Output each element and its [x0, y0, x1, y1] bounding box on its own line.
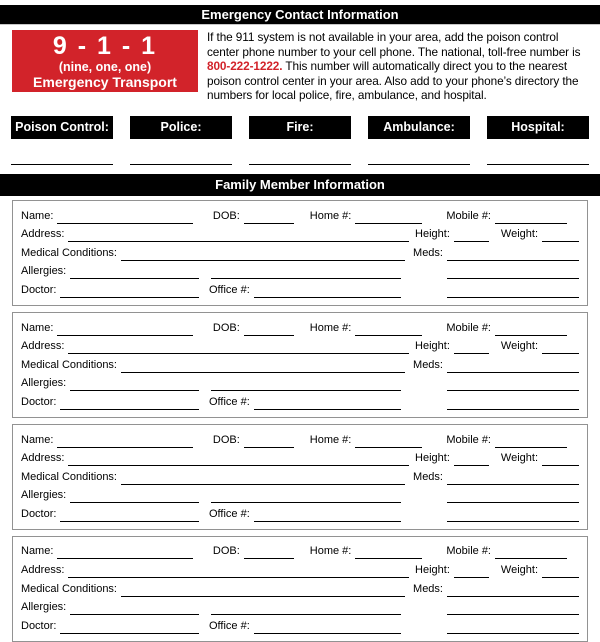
mobile-phone-label: Mobile #:	[446, 321, 491, 334]
weight-field	[501, 339, 579, 354]
home-phone-field	[310, 433, 423, 448]
meds-blank-line	[447, 585, 579, 597]
doctor-field	[21, 619, 199, 634]
office-phone-label: Office #:	[209, 395, 250, 408]
name-label: Name:	[21, 321, 54, 334]
height-field	[415, 339, 489, 354]
address-blank-line	[68, 230, 409, 242]
name-blank-line	[57, 436, 192, 448]
home-phone-field	[310, 209, 423, 224]
intro-text-after: This number will automatically direct you to the nearest poison control center in your area. Also add to your phone’s directory the numbers for local police, fire, ambulance, and hospital.	[207, 59, 579, 103]
address-label: Address:	[21, 564, 65, 577]
home-phone-label: Home #:	[309, 433, 352, 446]
meds-blank-line	[447, 361, 579, 373]
address-blank-line	[68, 454, 409, 466]
medical-conditions-blank-line	[121, 361, 405, 373]
form-row-doctor	[21, 615, 579, 634]
contact-col-police	[130, 116, 232, 165]
office-phone-field	[209, 507, 401, 522]
meds-field	[413, 358, 579, 373]
office-phone-blank-line	[254, 510, 401, 522]
mobile-phone-blank-line	[495, 547, 567, 559]
dob-label: DOB:	[212, 433, 240, 446]
name-field	[21, 433, 193, 448]
meds-continued-blank-line	[447, 267, 579, 279]
height-blank-line	[454, 454, 489, 466]
911-badge	[12, 30, 198, 106]
form-row-address	[21, 224, 579, 243]
form-row-allergies	[21, 485, 579, 504]
ambulance-blank-line	[368, 164, 470, 165]
name-field	[21, 544, 193, 559]
family-member-header-bar	[0, 174, 600, 196]
contact-col-hospital	[487, 116, 589, 165]
home-phone-label: Home #:	[309, 321, 352, 334]
height-blank-line	[454, 342, 489, 354]
allergies-label: Allergies:	[21, 377, 67, 390]
meds-field	[413, 582, 579, 597]
weight-blank-line	[542, 342, 579, 354]
address-field	[21, 451, 409, 466]
family-member-block	[12, 424, 588, 530]
allergies-blank-line	[70, 603, 199, 615]
fire-blank-line	[249, 164, 351, 165]
allergies-continued-blank-line	[211, 491, 401, 503]
form-row-name	[21, 205, 579, 224]
weight-field	[501, 451, 579, 466]
allergies-label: Allergies:	[21, 265, 67, 278]
hospital-blank-line	[487, 164, 589, 165]
home-phone-label: Home #:	[309, 209, 352, 222]
dob-field	[213, 433, 294, 448]
name-label: Name:	[21, 433, 54, 446]
intro-text-before: If the 911 system is not available in your area, add the poison control center phone number to your cell phone. The national, toll-free number is	[207, 30, 581, 59]
mobile-phone-field	[446, 209, 567, 224]
contact-col-fire	[249, 116, 351, 165]
weight-field	[501, 563, 579, 578]
meds-continued-blank-line-2	[447, 622, 579, 634]
address-blank-line	[68, 566, 409, 578]
form-row-allergies	[21, 261, 579, 280]
medical-conditions-field	[21, 470, 405, 485]
form-row-allergies	[21, 597, 579, 616]
mobile-phone-label: Mobile #:	[446, 545, 491, 558]
office-phone-label: Office #:	[209, 619, 250, 632]
meds-continued-blank-line-2	[447, 398, 579, 410]
name-label: Name:	[21, 209, 54, 222]
ambulance-label: Ambulance:	[368, 116, 470, 139]
form-row-name	[21, 317, 579, 336]
home-phone-label: Home #:	[309, 545, 352, 558]
fire-label: Fire:	[249, 116, 351, 139]
meds-blank-line	[447, 473, 579, 485]
form-row-name	[21, 541, 579, 560]
form-row-doctor	[21, 279, 579, 298]
mobile-phone-field	[446, 544, 567, 559]
family-member-block	[12, 536, 588, 642]
doctor-blank-line	[60, 286, 199, 298]
meds-continued-blank-line-2	[447, 286, 579, 298]
meds-field	[413, 246, 579, 261]
form-row-doctor	[21, 391, 579, 410]
office-phone-field	[209, 395, 401, 410]
form-row-medical	[21, 354, 579, 373]
weight-label: Weight:	[500, 340, 538, 353]
medical-conditions-blank-line	[121, 249, 405, 261]
allergies-field	[21, 264, 199, 279]
height-label: Height:	[415, 340, 450, 353]
home-phone-blank-line	[355, 212, 422, 224]
medical-conditions-blank-line	[121, 585, 405, 597]
meds-label: Meds:	[413, 582, 443, 595]
page-title: Emergency Contact Information	[201, 7, 399, 22]
medical-conditions-field	[21, 358, 405, 373]
name-label: Name:	[21, 545, 54, 558]
allergies-continued-blank-line	[211, 267, 401, 279]
weight-label: Weight:	[500, 452, 538, 465]
form-row-medical	[21, 242, 579, 261]
allergies-blank-line	[70, 379, 199, 391]
doctor-label: Doctor:	[21, 507, 57, 520]
mobile-phone-blank-line	[495, 324, 567, 336]
office-phone-label: Office #:	[209, 283, 250, 296]
home-phone-blank-line	[355, 436, 422, 448]
dob-blank-line	[244, 436, 294, 448]
address-field	[21, 227, 409, 242]
family-member-block	[12, 312, 588, 418]
form-row-name	[21, 429, 579, 448]
name-field	[21, 209, 193, 224]
height-blank-line	[454, 230, 489, 242]
form-row-address	[21, 448, 579, 467]
medical-conditions-field	[21, 246, 405, 261]
office-phone-blank-line	[254, 622, 401, 634]
dob-label: DOB:	[212, 545, 240, 558]
dob-blank-line	[244, 547, 294, 559]
mobile-phone-field	[446, 321, 567, 336]
contact-col-ambulance	[368, 116, 470, 165]
emergency-contact-form	[0, 5, 600, 642]
dob-label: DOB:	[212, 321, 240, 334]
mobile-phone-label: Mobile #:	[446, 209, 491, 222]
office-phone-label: Office #:	[209, 507, 250, 520]
allergies-blank-line	[70, 267, 199, 279]
meds-field	[413, 470, 579, 485]
contact-numbers-row	[11, 116, 589, 165]
911-number: 9 - 1 - 1	[52, 32, 158, 60]
meds-label: Meds:	[413, 358, 443, 371]
weight-blank-line	[542, 230, 579, 242]
family-member-block	[12, 200, 588, 306]
doctor-blank-line	[60, 622, 199, 634]
mobile-phone-blank-line	[495, 436, 567, 448]
medical-conditions-label: Medical Conditions:	[21, 358, 117, 371]
medical-conditions-field	[21, 582, 405, 597]
address-label: Address:	[21, 452, 65, 465]
height-label: Height:	[415, 564, 450, 577]
dob-blank-line	[244, 212, 294, 224]
dob-field	[213, 544, 294, 559]
doctor-blank-line	[60, 398, 199, 410]
medical-conditions-blank-line	[121, 473, 405, 485]
doctor-label: Doctor:	[21, 619, 57, 632]
allergies-label: Allergies:	[21, 489, 67, 502]
allergies-continued-blank-line	[211, 603, 401, 615]
doctor-field	[21, 395, 199, 410]
911-spelled-out: (nine, one, one)	[58, 60, 152, 74]
form-row-medical	[21, 466, 579, 485]
office-phone-blank-line	[254, 398, 401, 410]
allergies-field	[21, 488, 199, 503]
doctor-label: Doctor:	[21, 395, 57, 408]
address-field	[21, 339, 409, 354]
name-blank-line	[57, 324, 192, 336]
dob-field	[213, 321, 294, 336]
911-caption: Emergency Transport System	[33, 74, 177, 106]
allergies-label: Allergies:	[21, 601, 67, 614]
weight-label: Weight:	[500, 564, 538, 577]
meds-continued-blank-line	[447, 603, 579, 615]
medical-conditions-label: Medical Conditions:	[21, 470, 117, 483]
dob-blank-line	[244, 324, 294, 336]
name-field	[21, 321, 193, 336]
intro-paragraph	[207, 30, 590, 103]
meds-continued-blank-line-2	[447, 510, 579, 522]
medical-conditions-label: Medical Conditions:	[21, 246, 117, 259]
emergency-contact-header-bar	[0, 5, 600, 25]
home-phone-blank-line	[355, 547, 422, 559]
height-field	[415, 227, 489, 242]
weight-blank-line	[542, 566, 579, 578]
police-label: Police:	[130, 116, 232, 139]
form-row-address	[21, 559, 579, 578]
height-label: Height:	[415, 452, 450, 465]
poison-control-phone-number: 800-222-1222.	[207, 59, 283, 74]
form-row-allergies	[21, 373, 579, 392]
intro-section	[12, 30, 590, 106]
form-row-address	[21, 336, 579, 355]
allergies-field	[21, 376, 199, 391]
allergies-blank-line	[70, 491, 199, 503]
dob-label: DOB:	[212, 209, 240, 222]
height-label: Height:	[415, 228, 450, 241]
weight-blank-line	[542, 454, 579, 466]
poison-control-label: Poison Control:	[11, 116, 113, 139]
weight-field	[501, 227, 579, 242]
office-phone-field	[209, 619, 401, 634]
mobile-phone-label: Mobile #:	[446, 433, 491, 446]
weight-label: Weight:	[500, 228, 538, 241]
meds-label: Meds:	[413, 246, 443, 259]
medical-conditions-label: Medical Conditions:	[21, 582, 117, 595]
family-member-title: Family Member Information	[215, 176, 385, 192]
name-blank-line	[57, 547, 192, 559]
meds-continued-blank-line	[447, 491, 579, 503]
mobile-phone-blank-line	[495, 212, 567, 224]
office-phone-field	[209, 283, 401, 298]
hospital-label: Hospital:	[487, 116, 589, 139]
doctor-field	[21, 507, 199, 522]
allergies-continued-blank-line	[211, 379, 401, 391]
height-field	[415, 451, 489, 466]
contact-col-poison-control	[11, 116, 113, 165]
family-member-list	[12, 200, 588, 642]
mobile-phone-field	[446, 433, 567, 448]
home-phone-field	[310, 321, 423, 336]
address-label: Address:	[21, 340, 65, 353]
address-blank-line	[68, 342, 409, 354]
meds-label: Meds:	[413, 470, 443, 483]
office-phone-blank-line	[254, 286, 401, 298]
height-field	[415, 563, 489, 578]
home-phone-blank-line	[355, 324, 422, 336]
dob-field	[213, 209, 294, 224]
name-blank-line	[57, 212, 192, 224]
meds-continued-blank-line	[447, 379, 579, 391]
poison-control-blank-line	[11, 164, 113, 165]
doctor-blank-line	[60, 510, 199, 522]
police-blank-line	[130, 164, 232, 165]
allergies-field	[21, 600, 199, 615]
doctor-label: Doctor:	[21, 283, 57, 296]
form-row-doctor	[21, 503, 579, 522]
address-label: Address:	[21, 228, 65, 241]
meds-blank-line	[447, 249, 579, 261]
form-row-medical	[21, 578, 579, 597]
height-blank-line	[454, 566, 489, 578]
doctor-field	[21, 283, 199, 298]
home-phone-field	[310, 544, 423, 559]
address-field	[21, 563, 409, 578]
